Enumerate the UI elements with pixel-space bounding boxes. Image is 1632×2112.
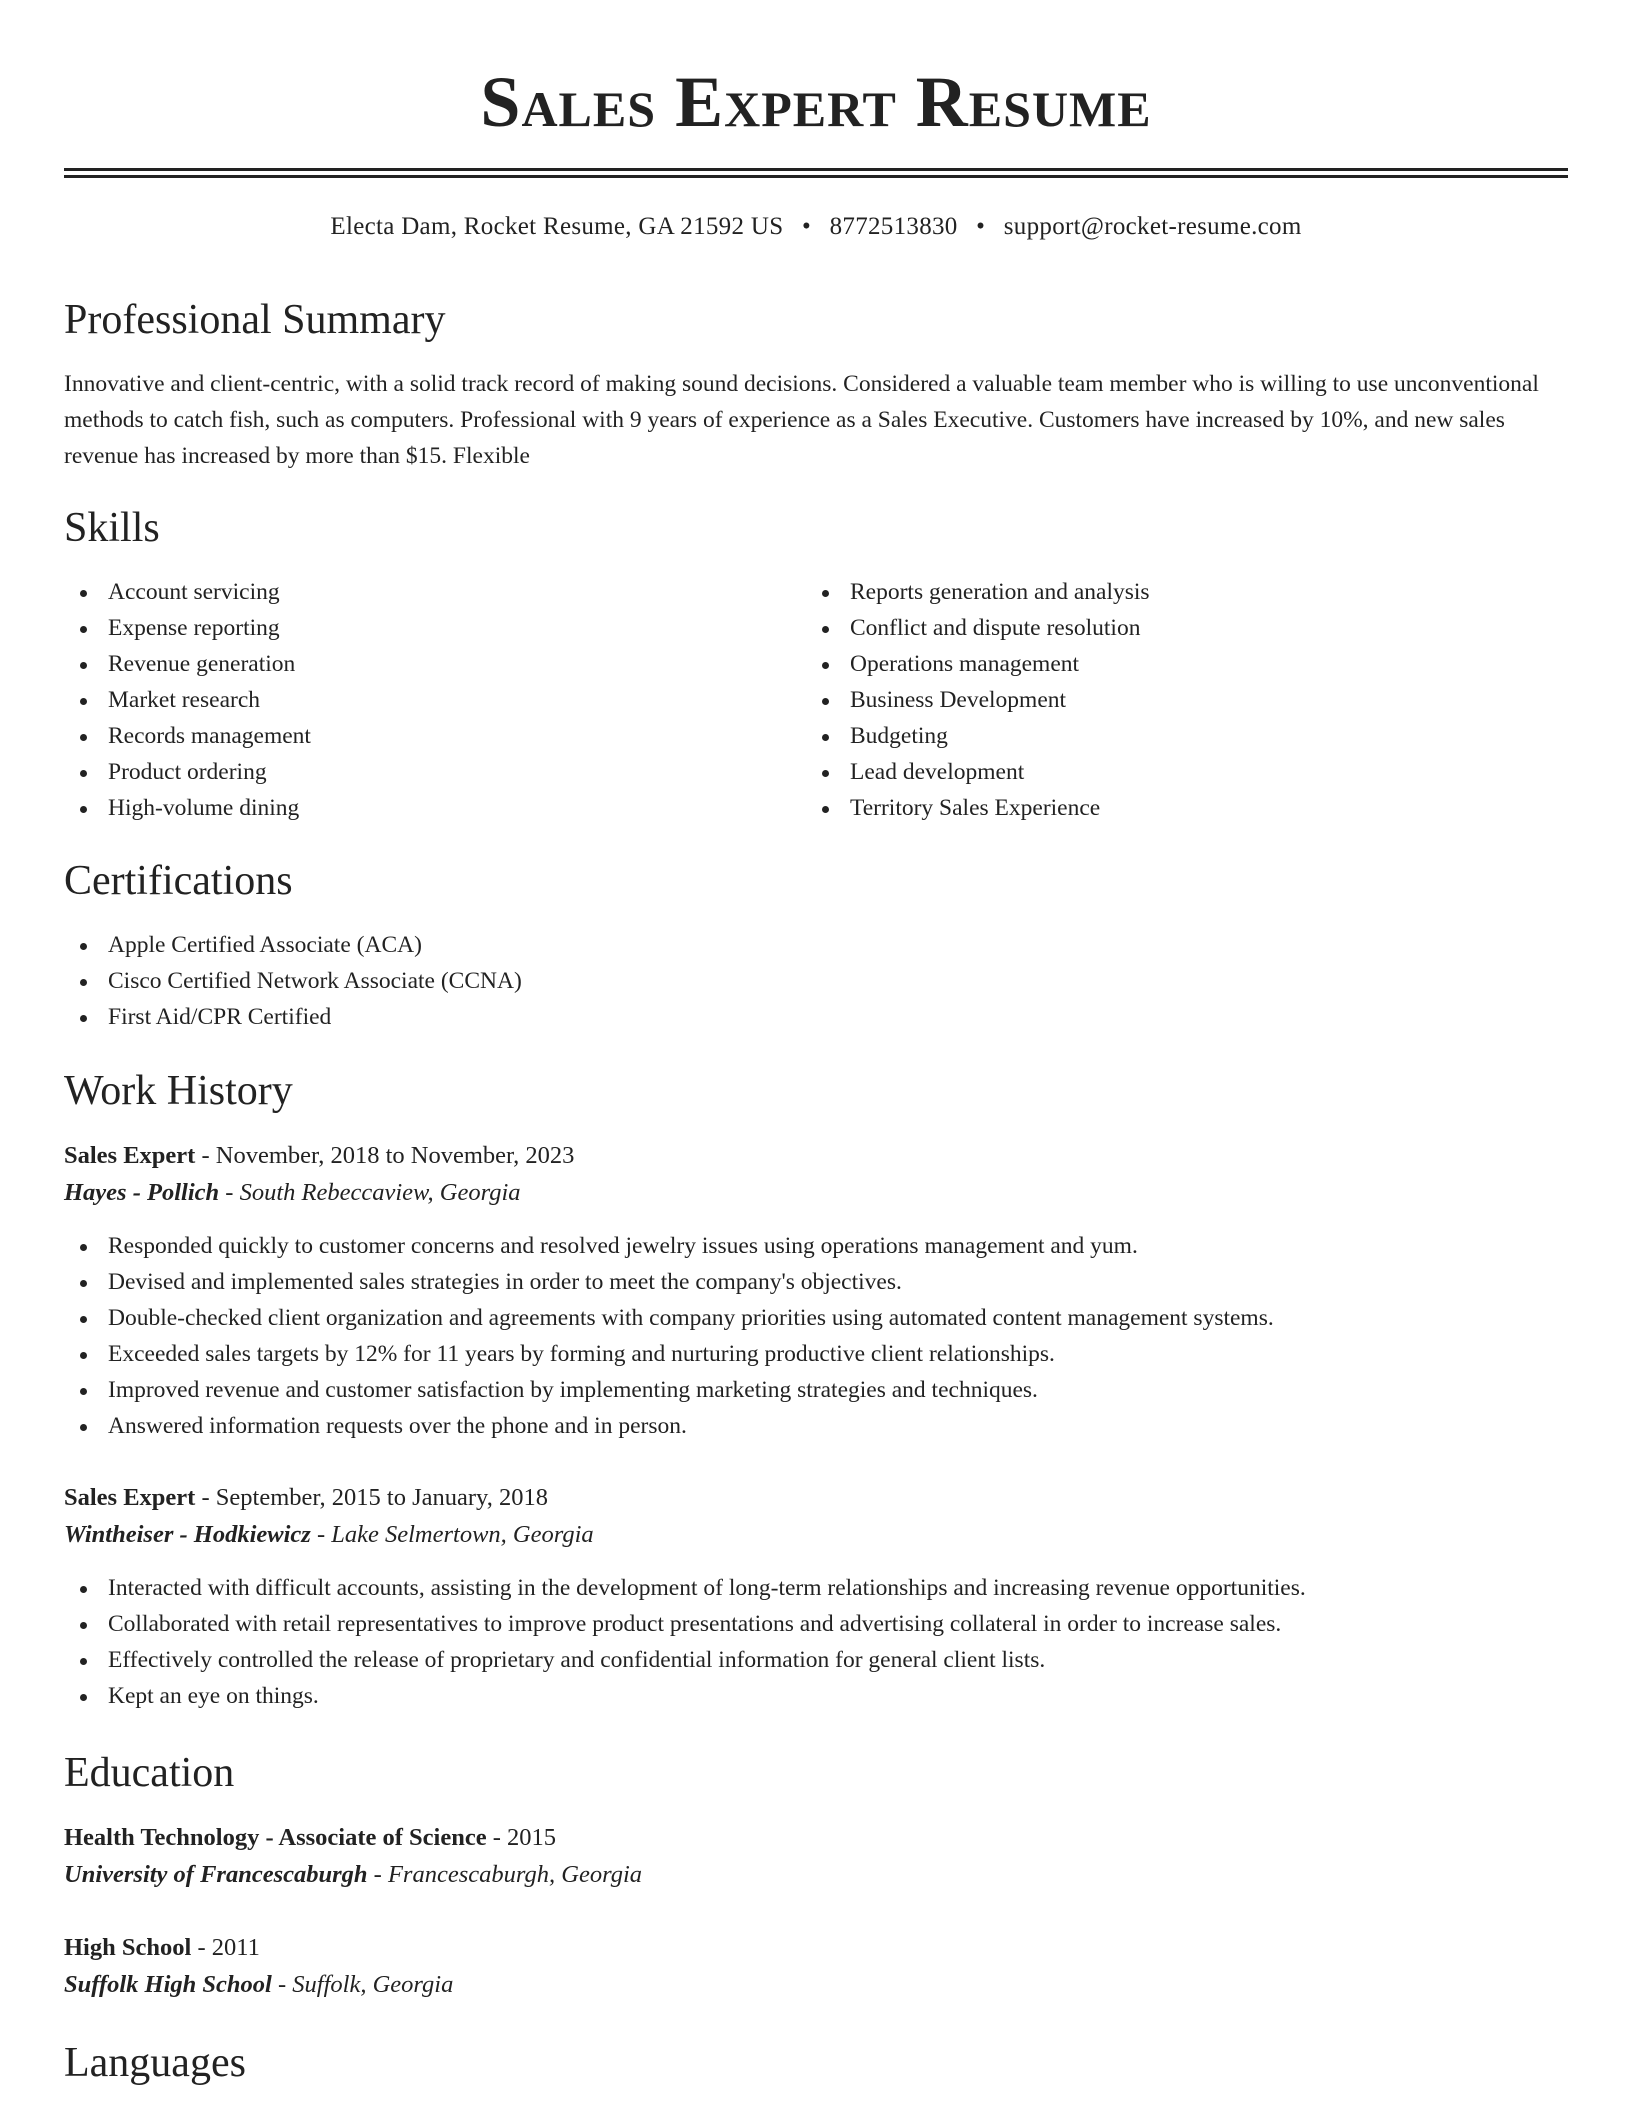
contact-separator: • — [801, 213, 812, 240]
job-duty: Double-checked client organization and agreements with company priorities using automated content management systems. — [64, 1300, 1568, 1336]
skill-item: Budgeting — [806, 718, 1548, 754]
contact-email: support@rocket-resume.com — [1003, 213, 1302, 240]
job-dash: - — [201, 1142, 216, 1169]
education-school-line — [64, 1856, 1568, 1894]
education-heading: Education — [64, 1750, 235, 1796]
job-duty: Answered information requests over the phone and in person. — [64, 1408, 1568, 1444]
job-employer-line — [64, 1174, 1568, 1212]
skills-left-list — [64, 574, 806, 826]
contact-separator: • — [976, 213, 986, 240]
skill-item: Revenue generation — [64, 646, 806, 682]
job-duties-list — [64, 1228, 1568, 1444]
education-school-line — [64, 1966, 1568, 2004]
job-duty: Devised and implemented sales strategies in order to meet the company's objectives. — [64, 1264, 1568, 1300]
education-school: Suffolk High School — [64, 1971, 272, 1998]
skill-item: Account servicing — [64, 574, 806, 610]
job-dates: November, 2018 to November, 2023 — [215, 1142, 575, 1169]
languages-heading: Languages — [64, 2040, 246, 2086]
job-entry — [64, 1480, 1568, 1714]
skills-heading: Skills — [64, 505, 160, 551]
job-dash: - — [316, 1521, 332, 1548]
certification-item: First Aid/CPR Certified — [64, 999, 1568, 1035]
job-duty: Exceeded sales targets by 12% for 11 years by forming and nurturing productive client relationships. — [64, 1336, 1568, 1372]
resume-title: Sales Expert Resume — [480, 62, 1152, 142]
work-history-heading: Work History — [64, 1068, 293, 1114]
education-school: University of Francescaburgh — [64, 1861, 368, 1888]
education-location: Suffolk, Georgia — [292, 1971, 454, 1998]
skill-item: Lead development — [806, 754, 1548, 790]
skill-item: Expense reporting — [64, 610, 806, 646]
summary-text: Innovative and client-centric, with a solid track record of making sound decisions. Considered a valuable team member who is willing to use unconventional methods to catch fish, such as computers. Professional with 9 years of experience as a Sales Executive. Customers have increased by 10%, and new sales revenue has increased by more than $15. Flexible — [64, 371, 1539, 469]
skill-item: Product ordering — [64, 754, 806, 790]
skill-item: Operations management — [806, 646, 1548, 682]
job-company: Hayes - Pollich — [64, 1179, 220, 1206]
education-degree-line — [64, 1930, 1568, 1966]
job-duty: Responded quickly to customer concerns and resolved jewelry issues using operations management and yum. — [64, 1228, 1568, 1264]
certifications-list — [64, 927, 1568, 1035]
job-company: Wintheiser - Hodkiewicz — [64, 1521, 311, 1548]
education-year: 2015 — [507, 1824, 557, 1851]
job-title: Sales Expert — [64, 1484, 196, 1511]
skills-column-right — [806, 574, 1548, 826]
job-title: Sales Expert — [64, 1142, 196, 1169]
contact-phone: 8772513830 — [829, 213, 958, 240]
education-degree: Health Technology - Associate of Science — [64, 1824, 487, 1851]
skills-column-left — [64, 574, 806, 826]
job-dash: - — [225, 1179, 240, 1206]
education-dash: - — [492, 1824, 508, 1851]
education-dash: - — [277, 1971, 293, 1998]
contact-address: Electa Dam, Rocket Resume, GA 21592 US — [330, 213, 784, 240]
education-entry — [64, 1820, 1568, 1894]
job-location: South Rebeccaview, Georgia — [239, 1179, 521, 1206]
education-entry — [64, 1930, 1568, 2004]
job-dash: - — [201, 1484, 216, 1511]
education-degree: High School — [64, 1934, 192, 1961]
job-employer-line — [64, 1516, 1568, 1554]
skill-item: Records management — [64, 718, 806, 754]
summary-heading: Professional Summary — [64, 297, 446, 343]
education-dash: - — [197, 1934, 212, 1961]
education-degree-line — [64, 1820, 1568, 1856]
skills-right-list — [806, 574, 1548, 826]
certification-item: Apple Certified Associate (ACA) — [64, 927, 1568, 963]
job-title-line — [64, 1480, 1568, 1516]
job-duty: Collaborated with retail representatives to improve product presentations and advertising collateral in order to increase sales. — [64, 1606, 1568, 1642]
certification-item: Cisco Certified Network Associate (CCNA) — [64, 963, 1568, 999]
job-location: Lake Selmertown, Georgia — [331, 1521, 594, 1548]
skill-item: Conflict and dispute resolution — [806, 610, 1548, 646]
certifications-heading: Certifications — [64, 858, 293, 904]
job-duty: Kept an eye on things. — [64, 1678, 1568, 1714]
skills-list — [64, 574, 1568, 826]
contact-line — [64, 212, 1568, 242]
skill-item: Territory Sales Experience — [806, 790, 1548, 826]
skill-item: Business Development — [806, 682, 1548, 718]
job-title-line — [64, 1138, 1568, 1174]
education-year: 2011 — [211, 1934, 260, 1961]
job-duty: Effectively controlled the release of proprietary and confidential information for general client lists. — [64, 1642, 1568, 1678]
job-duty: Improved revenue and customer satisfaction by implementing marketing strategies and techniques. — [64, 1372, 1568, 1408]
job-duties-list — [64, 1570, 1568, 1714]
job-duty: Interacted with difficult accounts, assisting in the development of long-term relationships and increasing revenue opportunities. — [64, 1570, 1568, 1606]
job-entry — [64, 1138, 1568, 1444]
job-dates: September, 2015 to January, 2018 — [215, 1484, 548, 1511]
title-divider — [64, 168, 1568, 178]
skill-item: High-volume dining — [64, 790, 806, 826]
skill-item: Reports generation and analysis — [806, 574, 1548, 610]
education-location: Francescaburgh, Georgia — [387, 1861, 643, 1888]
education-dash: - — [373, 1861, 388, 1888]
skill-item: Market research — [64, 682, 806, 718]
